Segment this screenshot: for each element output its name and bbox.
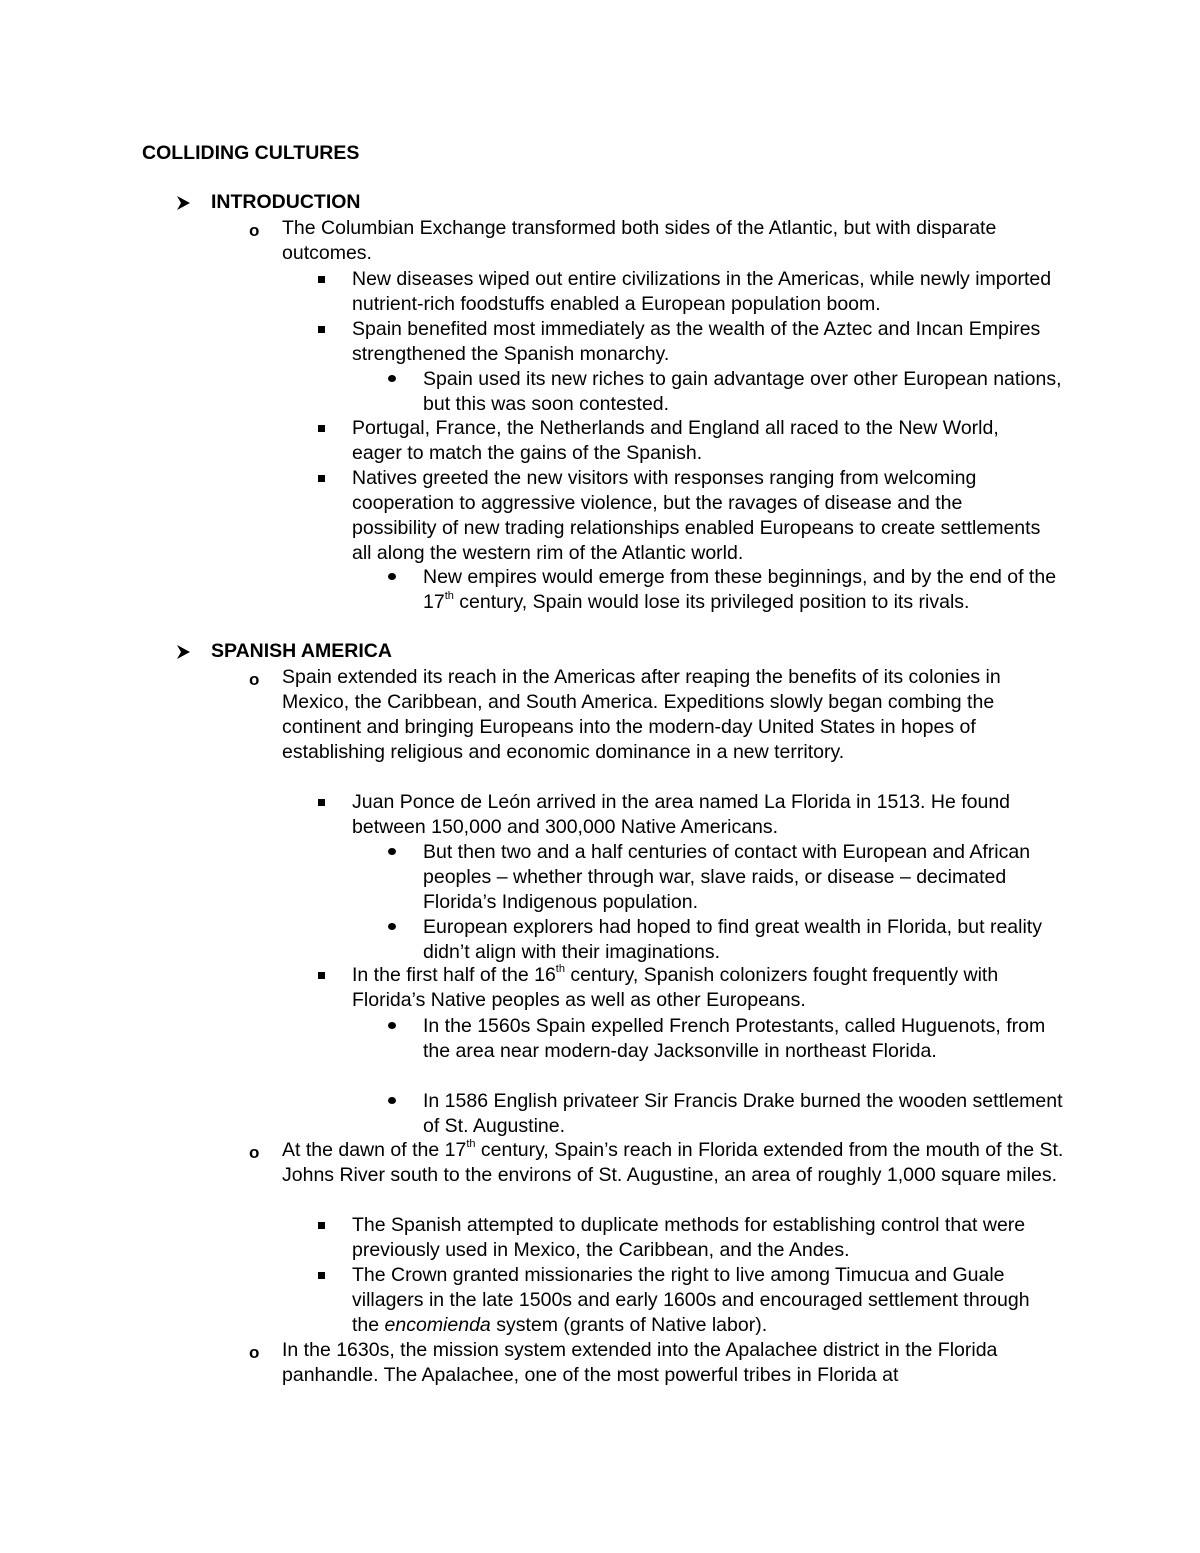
arrow-bullet-icon <box>175 194 193 212</box>
spanish-paragraph-1630s: In the 1630s, the mission system extended into the Apalachee district in the Florida panhandle. The Apalachee, one of the most powerful tribes in Florida at <box>282 1339 998 1386</box>
spanish-subpoint-great-wealth: European explorers had hoped to find great wealth in Florida, but reality didn’t align with their imaginations. <box>423 916 1042 963</box>
circle-bullet-icon: o <box>249 221 260 240</box>
section-heading-introduction: INTRODUCTION <box>211 191 361 213</box>
spanish-point-duplicate-methods: The Spanish attempted to duplicate methods for establishing control that were previously used in Mexico, the Caribbean, and the Andes. <box>352 1214 1026 1261</box>
spanish-paragraph-dawn: At the dawn of the 17th century, Spain’s reach in Florida extended from the mouth of the St. Johns River south to the environs of St. Augustine, an area of roughly 1,000 square miles. <box>282 1137 1064 1186</box>
dot-bullet-icon <box>388 1097 396 1104</box>
dot-bullet-icon <box>388 375 396 382</box>
intro-paragraph: The Columbian Exchange transformed both sides of the Atlantic, but with disparate outcomes. <box>282 217 997 264</box>
spanish-subpoint-huguenots: In the 1560s Spain expelled French Protestants, called Huguenots, from the area near modern-day Jacksonville in northeast Florida. <box>423 1015 1046 1062</box>
section-heading-spanish-america: SPANISH AMERICA <box>211 640 392 662</box>
spanish-point-ponce-de-leon: Juan Ponce de León arrived in the area named La Florida in 1513. He found between 150,000 and 300,000 Native Americans. <box>352 791 1011 838</box>
spanish-paragraph-reach: Spain extended its reach in the Americas after reaping the benefits of its colonies in Mexico, the Caribbean, and South America. Expeditions slowly began combing the continent and bringing Europeans into the modern-day United States in hopes of establishing religious and economic dominance in a new territory. <box>282 666 1001 763</box>
spanish-point-crown-granted: The Crown granted missionaries the right to live among Timucua and Guale villagers in the late 1500s and early 1600s and encouraged settlement through the encomienda system (grants of Native labor). <box>352 1264 1030 1336</box>
circle-bullet-icon: o <box>249 670 260 689</box>
spanish-point-colonizers-fought: In the first half of the 16th century, Spanish colonizers fought frequently with Florida’s Native peoples as well as other Europeans. <box>352 962 999 1011</box>
arrow-bullet-icon <box>175 643 193 661</box>
intro-point-diseases: New diseases wiped out entire civilizations in the Americas, while newly imported nutrient-rich foodstuffs enabled a European population boom. <box>352 268 1052 315</box>
intro-point-natives-greeted: Natives greeted the new visitors with responses ranging from welcoming cooperation to aggressive violence, but the ravages of disease and the possibility of new trading relationships enabled Europeans to create settlements all along the western rim of the Atlantic world. <box>352 467 1041 564</box>
document-title: COLLIDING CULTURES <box>142 142 360 164</box>
square-bullet-icon <box>318 1222 325 1229</box>
square-bullet-icon <box>318 276 325 283</box>
square-bullet-icon <box>318 799 325 806</box>
dot-bullet-icon <box>388 573 396 580</box>
square-bullet-icon <box>318 475 325 482</box>
spanish-subpoint-decimated: But then two and a half centuries of contact with European and African peoples – whether through war, slave raids, or disease – decimated Florida’s Indigenous population. <box>423 841 1031 913</box>
intro-subpoint-riches: Spain used its new riches to gain advantage over other European nations, but this was soon contested. <box>423 368 1062 415</box>
circle-bullet-icon: o <box>249 1143 260 1162</box>
dot-bullet-icon <box>388 923 396 930</box>
spanish-subpoint-drake: In 1586 English privateer Sir Francis Drake burned the wooden settlement of St. Augustine. <box>423 1090 1063 1137</box>
dot-bullet-icon <box>388 848 396 855</box>
dot-bullet-icon <box>388 1022 396 1029</box>
square-bullet-icon <box>318 972 325 979</box>
square-bullet-icon <box>318 326 325 333</box>
intro-point-rivals-raced: Portugal, France, the Netherlands and England all raced to the New World, eager to match the gains of the Spanish. <box>352 417 999 464</box>
square-bullet-icon <box>318 1272 325 1279</box>
intro-subpoint-new-empires: New empires would emerge from these beginnings, and by the end of the 17th century, Spain would lose its privileged position to its rivals. <box>423 566 1057 613</box>
square-bullet-icon <box>318 425 325 432</box>
circle-bullet-icon: o <box>249 1343 260 1362</box>
intro-point-spain-benefited: Spain benefited most immediately as the wealth of the Aztec and Incan Empires strengthened the Spanish monarchy. <box>352 318 1041 365</box>
